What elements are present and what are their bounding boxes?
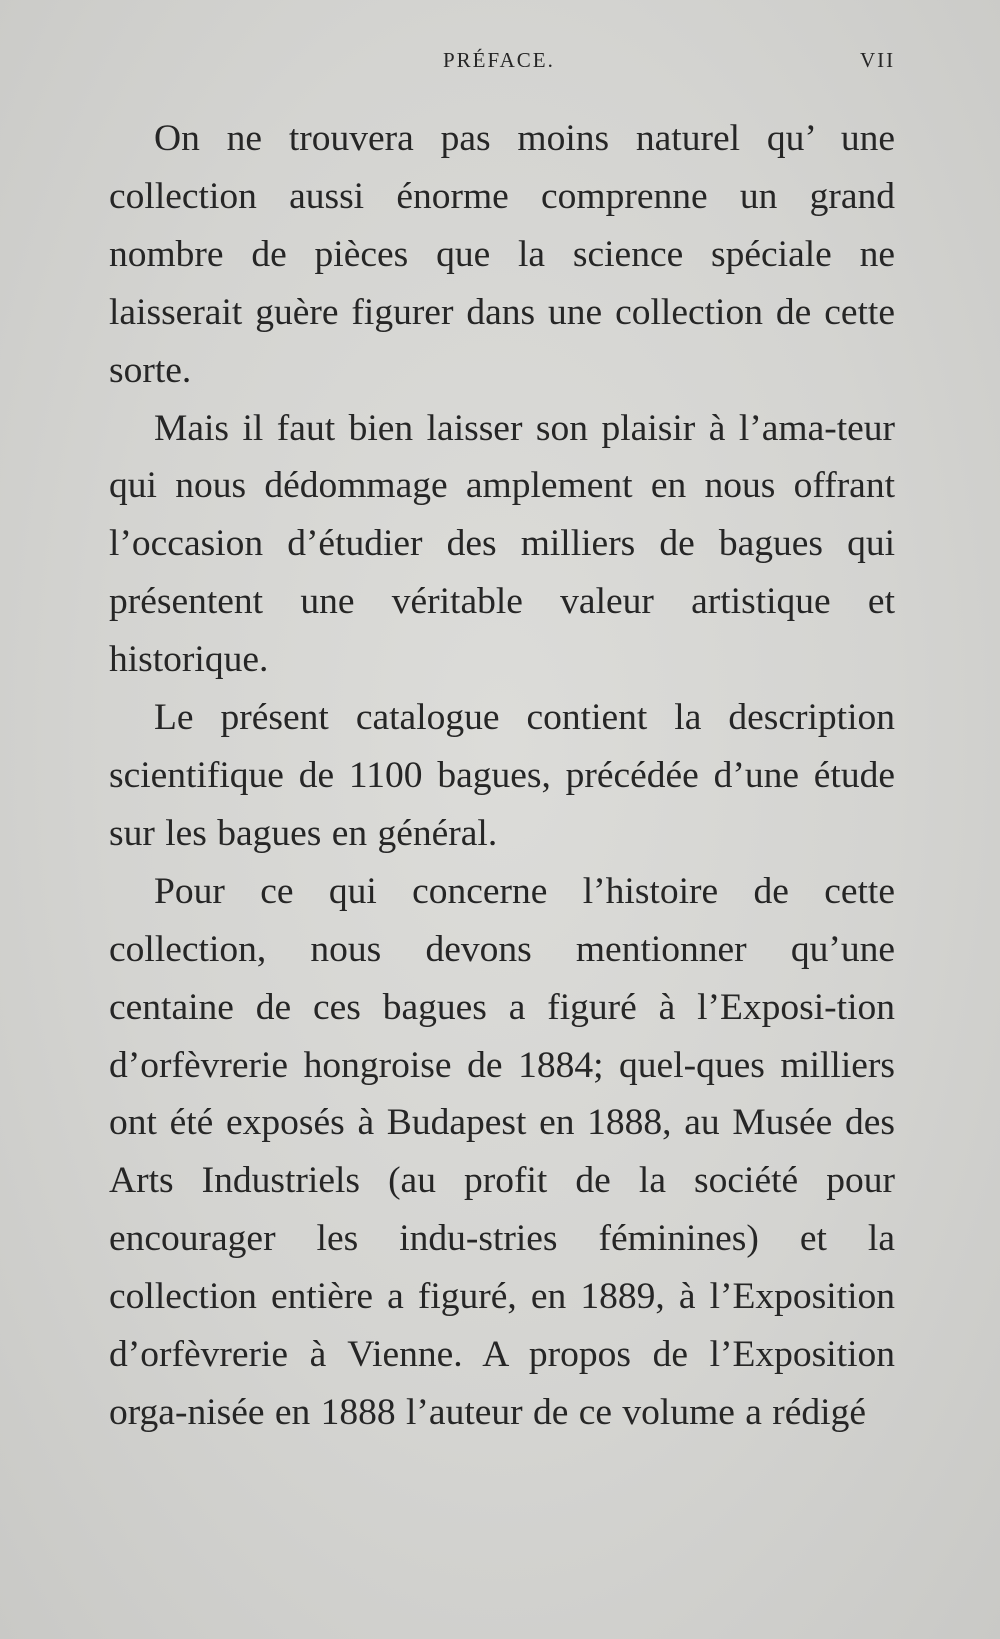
page-number: VII <box>860 48 896 72</box>
paragraph-3: Le présent catalogue contient la description scientifique de 1100 bagues, précédée d’une étude sur les bagues en général. <box>109 697 895 854</box>
paragraph-2: Mais il faut bien laisser son plaisir à l’ama-teur qui nous dédommage amplement en nous offrant l’occasion d’étudier des milliers de bagues qui présentent une véritable valeur artistique et historique. <box>109 407 895 681</box>
body-text <box>109 110 895 1442</box>
paragraph-1: On ne trouvera pas moins naturel qu’ une collection aussi énorme comprenne un grand nombre de pièces que la science spéciale ne laisserait guère figurer dans une collection de cette sorte. <box>109 118 895 391</box>
running-title: PRÉFACE. <box>443 48 555 72</box>
running-head <box>0 44 1000 74</box>
paragraph-4: Pour ce qui concerne l’histoire de cette collection, nous devons mentionner qu’une centaine de ces bagues a figuré à l’Exposi-tion d’orfèvrerie hongroise de 1884; quel-ques milliers ont été exposés à Budapest en 1888, au Musée des Arts Industriels (au profit de la société pour encourager les indu-stries féminines) et la collection entière a figuré, en 1889, à l’Exposition d’orfèvrerie à Vienne. A propos de l’Exposition orga-nisée en 1888 l’auteur de ce volume a rédigé <box>109 870 895 1433</box>
